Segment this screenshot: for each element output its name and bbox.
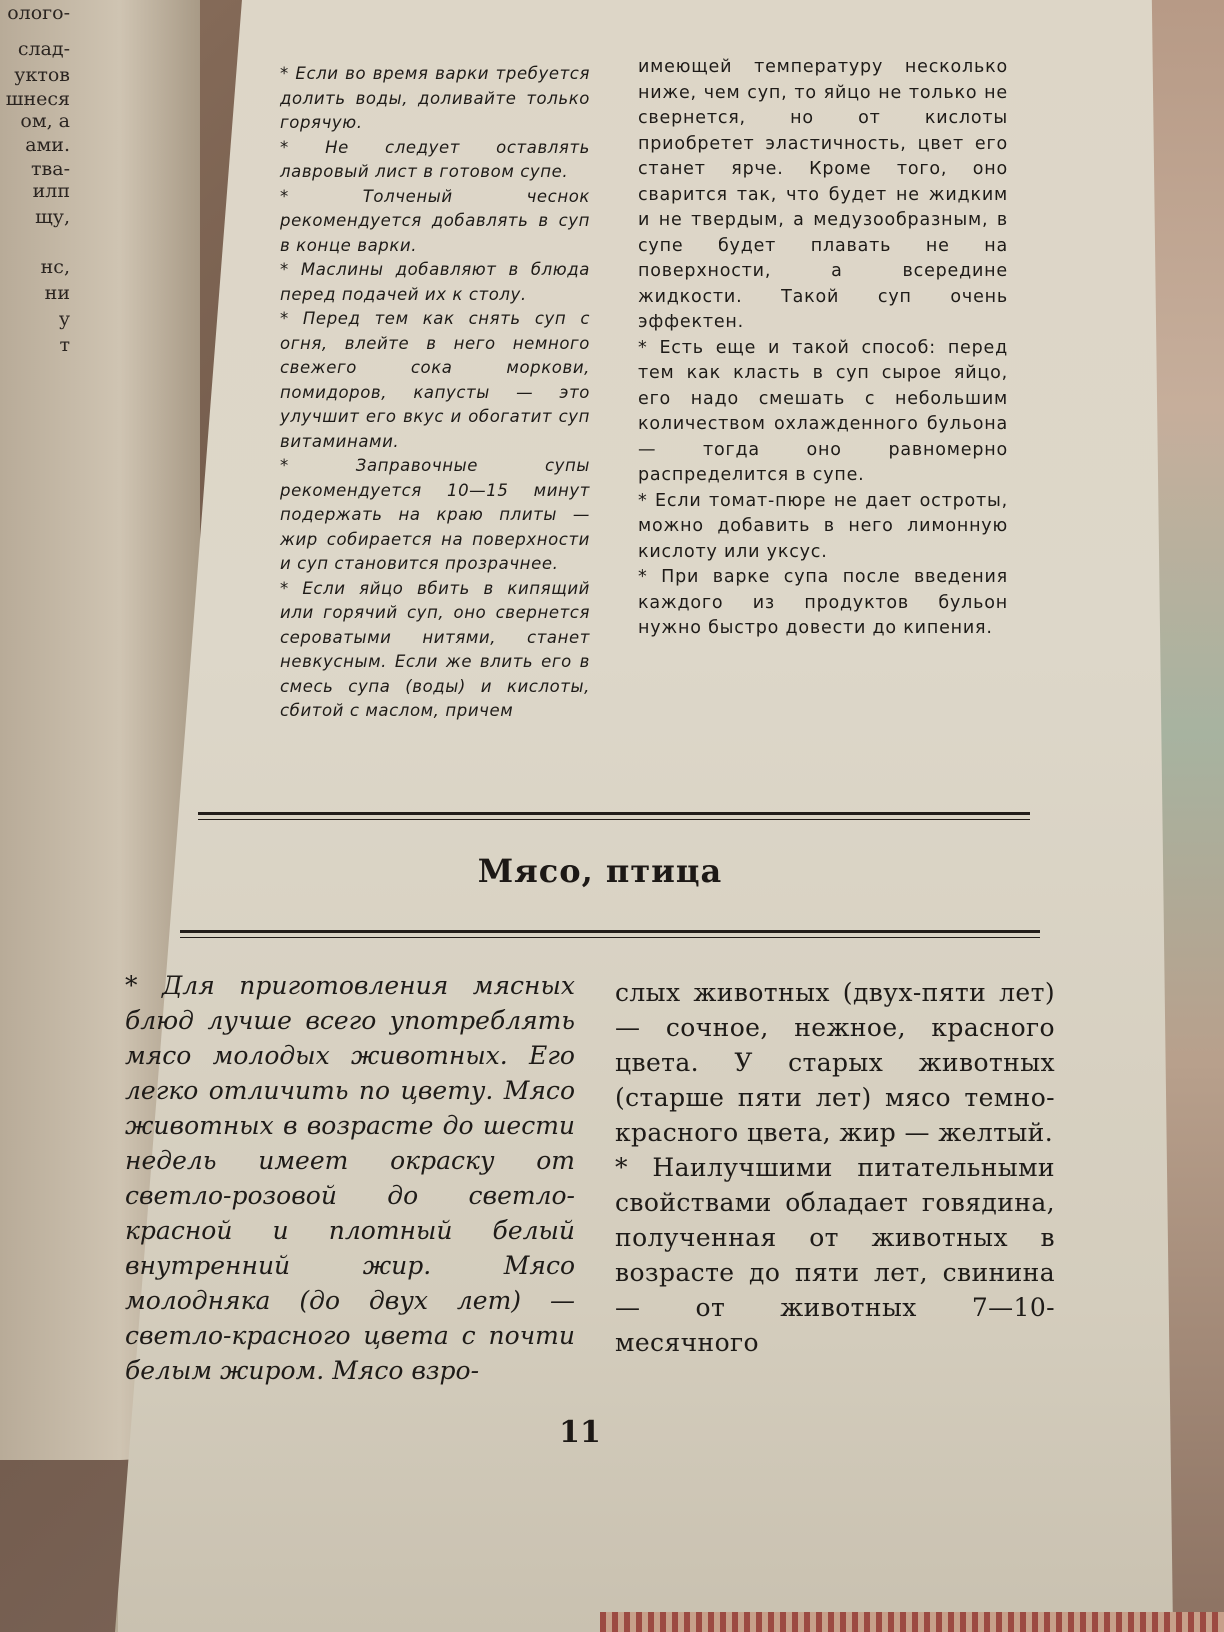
prev-page-line: шнеся: [5, 88, 70, 110]
section-divider-bottom: [180, 930, 1040, 938]
prev-page-line: илп: [32, 180, 70, 202]
tip-paragraph: * Наилучшими питательными свойствами обладает говядина, полученная от животных в возрасте до пяти лет, свинина — от животных 7—10-месячного: [615, 1153, 1055, 1357]
prev-page-line: олого-: [7, 2, 70, 24]
prev-page-line: ом, а: [20, 110, 70, 132]
tip-paragraph: * Если яйцо вбить в кипящий или горячий суп, оно свернется сероватыми нитями, станет невкусным. Если же влить его в смесь супа (воды) и кислоты, сбитой с маслом, причем: [280, 578, 590, 720]
page-number: 11: [559, 1415, 601, 1450]
bottom-right-column: [615, 975, 1055, 1360]
tip-paragraph: * Есть еще и такой способ: перед тем как класть в суп сырое яйцо, его надо смешать с небольшим количеством охлажденного бульона — тогда оно равномерно распределится в супе.: [638, 337, 1008, 485]
prev-page-line: слад-: [17, 38, 70, 60]
tip-paragraph: * Маслины добавляют в блюда перед подачей их к столу.: [280, 260, 590, 304]
prev-page-line: т: [59, 334, 70, 356]
tip-paragraph: * Если томат-пюре не дает остроты, можно добавить в него лимонную кислоту или уксус.: [638, 490, 1008, 562]
section-divider-top: [198, 812, 1030, 820]
cloth-fringe: [600, 1612, 1224, 1632]
bottom-left-column: [125, 968, 575, 1388]
prev-page-line: уктов: [14, 64, 70, 86]
prev-page-line: тва-: [31, 158, 70, 180]
tip-paragraph: * Не следует оставлять лавровый лист в готовом супе.: [280, 137, 590, 181]
prev-page-line: нс,: [40, 256, 70, 278]
tip-paragraph: слых животных (двух-пяти лет) — сочное, нежное, красного цвета. У старых животных (старше пяти лет) мясо темно-красного цвета, жир — желтый.: [615, 978, 1055, 1147]
tip-paragraph: * Заправочные супы рекомендуется 10—15 минут подержать на краю плиты — жир собирается на поверхности и суп становится прозрачнее.: [280, 456, 590, 573]
prev-page-line: ами.: [25, 134, 70, 156]
prev-page-line: щу,: [35, 206, 70, 228]
section-title: Мясо, птица: [477, 852, 723, 890]
prev-page-line: у: [58, 308, 70, 330]
tip-paragraph: * Для приготовления мясных блюд лучше всего употреблять мясо молодых животных. Его легко отличить по цвету. Мясо животных в возрасте до шести недель имеет окраску от светло-розовой до светло-красной и плотный белый внутренний жир. Мясо молодняка (до двух лет) — светло-красного цвета с почти белым жиром. Мясо взро-: [125, 971, 575, 1385]
tip-paragraph: * Перед тем как снять суп с огня, влейте в него немного свежего сока моркови, помидоров, капусты — это улучшит его вкус и обогатит суп витаминами.: [280, 309, 590, 451]
tip-paragraph: имеющей температуру несколько ниже, чем суп, то яйцо не только не свернется, но от кислоты приобретет эластичность, цвет его станет ярче. Кроме того, оно сварится так, что будет не жидким и не твердым, а медузообразным, в супе будет плавать не на поверхности, а всередине жидкости. Такой суп очень эффектен.: [638, 57, 1008, 332]
tip-paragraph: * Если во время варки требуется долить воды, доливайте только горячую.: [280, 64, 590, 132]
prev-page-line: ни: [44, 282, 70, 304]
top-right-column: [638, 55, 1008, 642]
tip-paragraph: * При варке супа после введения каждого из продуктов бульон нужно быстро довести до кипения.: [638, 567, 1008, 638]
tip-paragraph: * Толченый чеснок рекомендуется добавлять в суп в конце варки.: [280, 186, 590, 255]
top-left-column: [280, 62, 590, 724]
